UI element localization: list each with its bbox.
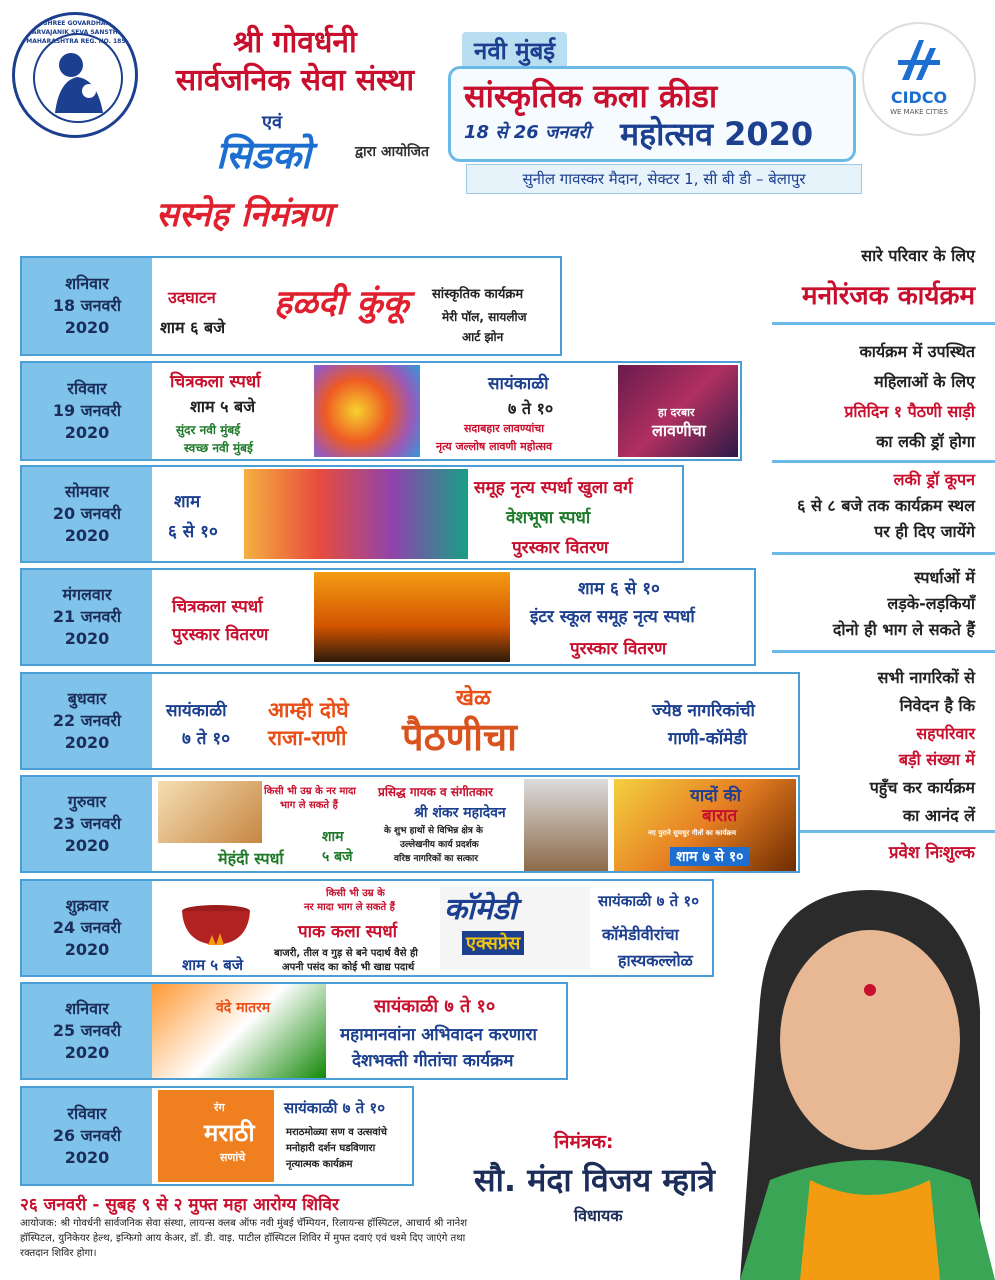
- mla-photo: [700, 880, 995, 1280]
- cidco-logo-name: CIDCO: [890, 88, 948, 107]
- evam-text: एवं: [262, 112, 282, 133]
- day-date: 23 जनवरी: [52, 814, 122, 833]
- group-dance-text: समूह नृत्य स्पर्धा खुला वर्ग: [474, 478, 633, 498]
- day-label: [22, 777, 152, 871]
- org-logo-ring-text: SHREE GOVARDHANI SARVAJANIK SEVA SANSTHA • MAHARASHTRA REG. NO. 1856: [26, 20, 130, 45]
- org-logo: [12, 12, 138, 138]
- panel-competition-line1: स्पर्धाओं में: [914, 568, 975, 587]
- poster-time: शाम ७ से १०: [670, 847, 749, 866]
- any-age-line1: किसी भी उम्र के नर मादा: [264, 786, 356, 797]
- day-name: बुधवार: [67, 689, 107, 708]
- organized-by-text: द्वारा आयोजित: [355, 144, 429, 160]
- day-row-22: [20, 672, 800, 770]
- day-year: 2020: [64, 526, 110, 545]
- comedy-logo-line1: कॉमेडी: [444, 892, 517, 927]
- city-title: नवी मुंबई: [462, 32, 567, 69]
- day-label: [22, 674, 152, 768]
- poster-word-2: मराठी: [204, 1119, 255, 1147]
- festival-mahotsav: महोत्सव 2020: [620, 115, 814, 153]
- day-date: 25 जनवरी: [52, 1021, 122, 1040]
- patriotic-songs-text: देशभक्ती गीतांचा कार्यक्रम: [352, 1051, 514, 1071]
- evening-time: सायंकाळी ७ ते १०: [598, 892, 700, 910]
- mla-title: विधायक: [574, 1206, 623, 1225]
- inauguration-text: उदघाटन: [168, 288, 216, 307]
- day-year: 2020: [64, 940, 110, 959]
- invited-by-label: निमंत्रक:: [554, 1131, 614, 1153]
- cooking-competition-text: पाक कला स्पर्धा: [298, 922, 398, 942]
- lavani-line2: नृत्य जल्लोष लावणी महोत्सव: [436, 440, 553, 453]
- day-label: [22, 570, 152, 664]
- prize-distribution-text: पुरस्कार वितरण: [172, 625, 269, 645]
- yaadon-ki-baraat-poster: [614, 779, 796, 871]
- tribute-text: महामानवांना अभिवादन करणारा: [340, 1025, 537, 1045]
- any-age-line2: नर मादा भाग ले सकते हैं: [304, 902, 395, 913]
- lavani-line1: सदाबहार लावण्यांचा: [464, 422, 545, 435]
- health-camp-text: २६ जनवरी - सुबह ९ से २ मुफ्त महा आरोग्य शिविर: [20, 1195, 339, 1215]
- poster-word-1: रंग: [214, 1101, 225, 1114]
- day-name: गुरुवार: [67, 792, 107, 811]
- panel-citizens-line1: सभी नागरिकों से: [877, 668, 975, 687]
- festival-title: सांस्कृतिक कला क्रीडा: [464, 77, 718, 115]
- poster-word-3: सणांचे: [220, 1151, 246, 1164]
- evening-text: सायंकाळी: [488, 374, 549, 394]
- drawing-time: शाम ५ बजे: [190, 397, 256, 416]
- day-name: रविवार: [67, 1104, 107, 1123]
- senior-citizens-line2: गाणी-कॉमेडी: [668, 729, 747, 749]
- cidco-emblem-icon: [864, 30, 974, 90]
- clean-city-line1: सुंदर नवी मुंबई: [176, 423, 241, 437]
- panel-divider: [772, 552, 995, 555]
- costume-competition-text: वेशभूषा स्पर्धा: [506, 508, 591, 528]
- panel-citizens-line4: बड़ी संख्या में: [898, 750, 975, 769]
- day-date: 20 जनवरी: [52, 504, 122, 523]
- haldi-kunku-title: हळदी कुंकू: [274, 283, 409, 323]
- inauguration-time: शाम ६ बजे: [160, 318, 226, 337]
- lavani-poster: [618, 365, 738, 457]
- organizers-text: आयोजक: श्री गोवर्धनी सार्वजनिक सेवा संस्था, लायन्स क्लब ऑफ नवी मुंबई चॅम्पियन, रिलायन्स हॉस्पिटल, आचार्य श्री नानेश हॉस्पिटल, युनिकेयर हेल्थ, इन्फिगो आय केअर, डॉ. डी. वाइ. पाटील हॉस्पिटल शिविर में मुफ्त दवाएं एवं चश्मे दिए जाएंगे तथा रक्तदान शिविर होगा।: [20, 1218, 468, 1259]
- vande-mataram-text: वंदे मातरम: [216, 1000, 271, 1016]
- panel-citizens-line5: पहुँच कर कार्यक्रम: [869, 778, 975, 797]
- day-row-18: [20, 256, 562, 356]
- cidco-logo: [862, 22, 976, 136]
- sunset-dance-image: [314, 572, 510, 662]
- cooking-rule-line2: अपनी पसंद का कोई भी खाद्य पदार्थ: [282, 962, 415, 973]
- day-name: रविवार: [67, 379, 107, 398]
- day-year: 2020: [64, 836, 110, 855]
- panel-women-line2: महिलाओं के लिए: [874, 372, 975, 391]
- festival-line1: मराठमोळ्या सण व उत्सवांचे: [286, 1127, 387, 1138]
- singer-intro: प्रसिद्ध गायक व संगीतकार: [378, 785, 493, 799]
- panel-coupon-line3: पर ही दिए जायेंगे: [874, 522, 975, 541]
- felicitation-line1: के शुभ हाथों से विभिन्न क्षेत्र के: [384, 826, 483, 836]
- panel-citizens-line3: सहपरिवार: [916, 724, 975, 743]
- day-year: 2020: [64, 318, 110, 337]
- paithanicha-title: पैठणीचा: [402, 715, 517, 759]
- festival-line2: मनोहारी दर्शन घडविणारा: [286, 1143, 376, 1154]
- panel-divider: [772, 460, 995, 463]
- comedians-text: कॉमेडीवीरांचा: [602, 925, 679, 944]
- day-label: [22, 984, 152, 1078]
- day-year: 2020: [64, 423, 110, 442]
- panel-competition-line2: लड़के-लड़कियाँ: [887, 594, 975, 613]
- performers-text-2: आर्ट झोन: [462, 330, 504, 344]
- mehndi-competition-text: मेहंदी स्पर्धा: [218, 849, 284, 868]
- any-age-line1: किसी भी उम्र के: [326, 888, 385, 899]
- evening-time: ६ से १०: [168, 522, 218, 542]
- school-dance-text: इंटर स्कूल समूह नृत्य स्पर्धा: [530, 607, 695, 627]
- day-date: 18 जनवरी: [52, 296, 122, 315]
- day-name: शुक्रवार: [65, 896, 109, 915]
- cidco-hindi-title: सिडको: [216, 133, 311, 177]
- day-name: मंगलवार: [62, 585, 112, 604]
- panel-coupon-line2: ६ से ८ बजे तक कार्यक्रम स्थल: [797, 496, 975, 515]
- day-year: 2020: [64, 1148, 110, 1167]
- day-row-21: [20, 568, 756, 666]
- org-name-line2: सार्वजनिक सेवा संस्था: [175, 63, 415, 98]
- comedy-logo-line2: एक्सप्रेस: [462, 931, 524, 955]
- cultural-program-text: सांस्कृतिक कार्यक्रम: [432, 287, 524, 302]
- drawing-competition-text: चित्रकला स्पर्धा: [172, 597, 263, 617]
- clean-city-line2: स्वच्छ नवी मुंबई: [184, 441, 253, 455]
- org-name: [170, 24, 420, 100]
- panel-divider: [772, 322, 995, 325]
- day-name: शनिवार: [65, 274, 109, 293]
- org-name-line1: श्री गोवर्धनी: [233, 25, 357, 60]
- evening-text: शाम: [174, 492, 201, 512]
- khel-title: खेळ: [456, 686, 491, 711]
- performers-text: मेरी पॉल, सायलीज: [442, 310, 527, 324]
- poster-subtitle: नए पुराने सुमधुर गीतों का कार्यक्रम: [648, 829, 737, 837]
- day-date: 26 जनवरी: [52, 1126, 122, 1145]
- panel-citizens-line2: निवेदन है कि: [899, 696, 975, 715]
- festival-line3: नृत्यात्मक कार्यक्रम: [286, 1159, 353, 1170]
- couple-show-line1: आम्ही दोघे: [268, 698, 349, 722]
- lavani-poster-title-2: लावणीचा: [652, 421, 706, 440]
- senior-citizens-line1: ज्येष्ठ नागरिकांची: [652, 701, 755, 721]
- day-row-23: [20, 775, 800, 873]
- couple-show-line2: राजा-राणी: [268, 726, 347, 750]
- evening-time: ७ ते १०: [182, 729, 231, 749]
- evening-time: सायंकाळी ७ ते १०: [374, 996, 496, 1017]
- venue-text: सुनील गावस्कर मैदान, सेक्टर 1, सी बी डी – बेलापुर: [466, 164, 862, 194]
- day-label: [22, 258, 152, 354]
- panel-family-text: सारे परिवार के लिए: [861, 246, 975, 265]
- mehndi-time-line1: शाम: [322, 829, 344, 845]
- prize-distribution-text-2: पुरस्कार वितरण: [570, 639, 667, 659]
- cidco-logo-tagline: WE MAKE CITIES: [890, 108, 948, 116]
- evening-text: सायंकाळी: [166, 701, 227, 721]
- dance-image: [244, 469, 468, 559]
- poster-title-1: यादों की: [690, 786, 742, 806]
- evening-time: शाम ६ से १०: [578, 579, 660, 599]
- panel-competition-line3: दोनो ही भाग ले सकते हैं: [832, 620, 975, 639]
- drawing-competition-text: चित्रकला स्पर्धा: [170, 372, 261, 392]
- day-date: 21 जनवरी: [52, 607, 122, 626]
- free-entry-text: प्रवेश निःशुल्क: [888, 843, 975, 863]
- cooking-rule-line1: बाजरी, तील व गुड़ से बने पदार्थ वैसे ही: [274, 948, 418, 959]
- prize-distribution-text: पुरस्कार वितरण: [512, 538, 609, 558]
- rang-marathi-poster: [158, 1090, 274, 1182]
- day-label: [22, 363, 152, 459]
- laughter-text: हास्यकल्लोळ: [618, 951, 693, 970]
- day-row-19: [20, 361, 742, 461]
- day-name: सोमवार: [64, 482, 110, 501]
- day-row-20: [20, 465, 684, 563]
- felicitation-line2: उल्लेखनीय कार्य प्रदर्शक: [400, 840, 479, 850]
- cooking-pot-icon: [172, 889, 262, 951]
- singer-name: श्री शंकर महादेवन: [414, 805, 506, 821]
- day-date: 24 जनवरी: [52, 918, 122, 937]
- poster-title-2: बारात: [702, 806, 738, 826]
- day-year: 2020: [64, 733, 110, 752]
- invitation-title: सस्नेह निमंत्रण: [156, 195, 333, 235]
- drawing-art-image: [314, 365, 420, 457]
- panel-women-line3: प्रतिदिन १ पैठणी साड़ी: [844, 402, 975, 421]
- day-date: 22 जनवरी: [52, 711, 122, 730]
- day-row-24: [20, 879, 714, 977]
- mla-name: सौ. मंदा विजय म्हात्रे: [474, 1161, 715, 1199]
- panel-citizens-line6: का आनंद लें: [902, 806, 975, 825]
- evening-time: ७ ते १०: [508, 399, 554, 418]
- panel-women-line4: का लकी ड्रॉ होगा: [876, 432, 975, 451]
- day-date: 19 जनवरी: [52, 401, 122, 420]
- day-row-25: [20, 982, 568, 1080]
- panel-entertainment-title: मनोरंजक कार्यक्रम: [802, 281, 975, 311]
- day-label: [22, 467, 152, 561]
- singer-photo: [524, 779, 608, 871]
- panel-divider: [772, 650, 995, 653]
- felicitation-line3: वरिष्ठ नागरिकों का सत्कार: [394, 854, 479, 864]
- any-age-line2: भाग ले सकते हैं: [280, 800, 338, 811]
- mehndi-time-line2: ५ बजे: [322, 849, 353, 865]
- cooking-time: शाम ५ बजे: [182, 956, 243, 974]
- day-name: शनिवार: [65, 999, 109, 1018]
- patriotic-image: [152, 984, 326, 1078]
- day-year: 2020: [64, 629, 110, 648]
- panel-coupon-title: लकी ड्रॉ कूपन: [893, 470, 975, 489]
- day-label: [22, 1088, 152, 1184]
- festival-dates: 18 से 26 जनवरी: [464, 122, 591, 143]
- lavani-poster-title-1: हा दरबार: [658, 406, 695, 419]
- panel-divider: [772, 830, 995, 833]
- comedy-express-logo: [440, 887, 590, 969]
- day-row-26: [20, 1086, 414, 1186]
- panel-women-line1: कार्यक्रम में उपस्थित: [859, 342, 975, 361]
- day-label: [22, 881, 152, 975]
- mehndi-hand-image: [158, 781, 262, 843]
- evening-time: सायंकाळी ७ ते १०: [284, 1099, 386, 1117]
- day-year: 2020: [64, 1043, 110, 1062]
